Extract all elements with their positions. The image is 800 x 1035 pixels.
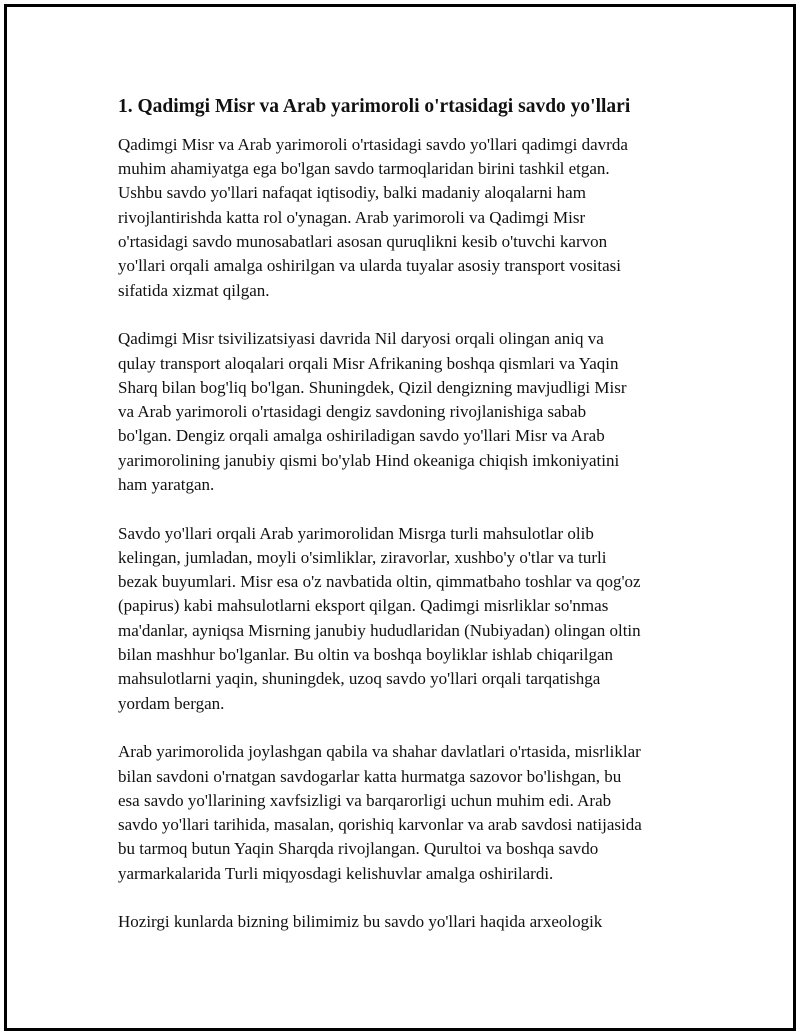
text-line: bo'lgan. Dengiz orqali amalga oshiriladigan savdo yo'llari Misr va Arab [118,426,605,446]
text-line: Qadimgi Misr tsivilizatsiyasi davrida Nil daryosi orqali olingan aniq va [118,329,604,349]
text-line: bu tarmoq butun Yaqin Sharqda rivojlangan. Qurultoi va boshqa savdo [118,839,599,859]
document-body [118,94,718,959]
paragraph-4 [118,740,718,886]
paragraph-5 [118,910,718,934]
text-line: Arab yarimorolida joylashgan qabila va shahar davlatlari o'rtasida, misrliklar [118,742,641,762]
text-line: kelingan, jumladan, moyli o'simliklar, ziravorlar, xushbo'y o'tlar va turli [118,547,607,567]
text-line: Sharq bilan bog'liq bo'lgan. Shuningdek, Qizil dengizning mavjudligi Misr [118,377,627,397]
paragraph-3 [118,522,718,716]
paragraph-1 [118,133,718,303]
text-line: yo'llari orqali amalga oshirilgan va ularda tuyalar asosiy transport vositasi [118,256,622,276]
paragraph-2 [118,327,718,497]
text-line: mahsulotlarni yaqin, shuningdek, uzoq savdo yo'llari orqali tarqatishga [118,669,601,689]
text-line: qulay transport aloqalari orqali Misr Afrikaning boshqa qismlari va Yaqin [118,353,619,373]
text-line: Hozirgi kunlarda bizning bilimimiz bu savdo yo'llari haqida arxeologik [118,912,603,932]
text-line: Qadimgi Misr va Arab yarimoroli o'rtasidagi savdo yo'llari qadimgi davrda [118,134,628,154]
text-line: yordam bergan. [118,693,225,713]
text-line: o'rtasidagi savdo munosabatlari asosan quruqlikni kesib o'tuvchi karvon [118,232,608,252]
text-line: (papirus) kabi mahsulotlarni eksport qilgan. Qadimgi misrliklar so'nmas [118,596,609,616]
text-line: muhim ahamiyatga ega bo'lgan savdo tarmoqlaridan birini tashkil etgan. [118,159,610,179]
text-line: Savdo yo'llari orqali Arab yarimorolidan Misrga turli mahsulotlar olib [118,523,594,543]
text-line: ham yaratgan. [118,475,215,494]
text-line: bilan mashhur bo'lganlar. Bu oltin va boshqa boyliklar ishlab chiqarilgan [118,645,614,665]
text-line: sifatida xizmat qilgan. [118,280,270,300]
text-line: rivojlantirishda katta rol o'ynagan. Arab yarimoroli va Qadimgi Misr [118,207,586,227]
text-line: yarimorolining janubiy qismi bo'ylab Hind okeaniga chiqish imkoniyatini [118,450,620,470]
text-line: yarmarkalarida Turli miqyosdagi kelishuvlar amalga oshirilardi. [118,863,554,883]
text-line: va Arab yarimoroli o'rtasidagi dengiz savdoning rivojlanishiga sabab [118,402,587,422]
text-line: bilan savdoni o'rnatgan savdogarlar katta hurmatga sazovor bo'lishgan, bu [118,766,622,786]
text-line: Ushbu savdo yo'llari nafaqat iqtisodiy, balki madaniy aloqalarni ham [118,183,586,203]
text-line: bezak buyumlari. Misr esa o'z navbatida oltin, qimmatbaho toshlar va qog'oz [118,572,641,592]
text-line: savdo yo'llari tarihida, masalan, qorishiq karvonlar va arab savdosi natijasida [118,815,642,835]
text-line: ma'danlar, ayniqsa Misrning janubiy hududlaridan (Nubiyadan) olingan oltin [118,620,641,640]
text-line: esa savdo yo'llarining xavfsizligi va barqarorligi uchun muhim edi. Arab [118,790,612,810]
section-heading: 1. Qadimgi Misr va Arab yarimoroli o'rtasidagi savdo yo'llari [118,96,631,117]
